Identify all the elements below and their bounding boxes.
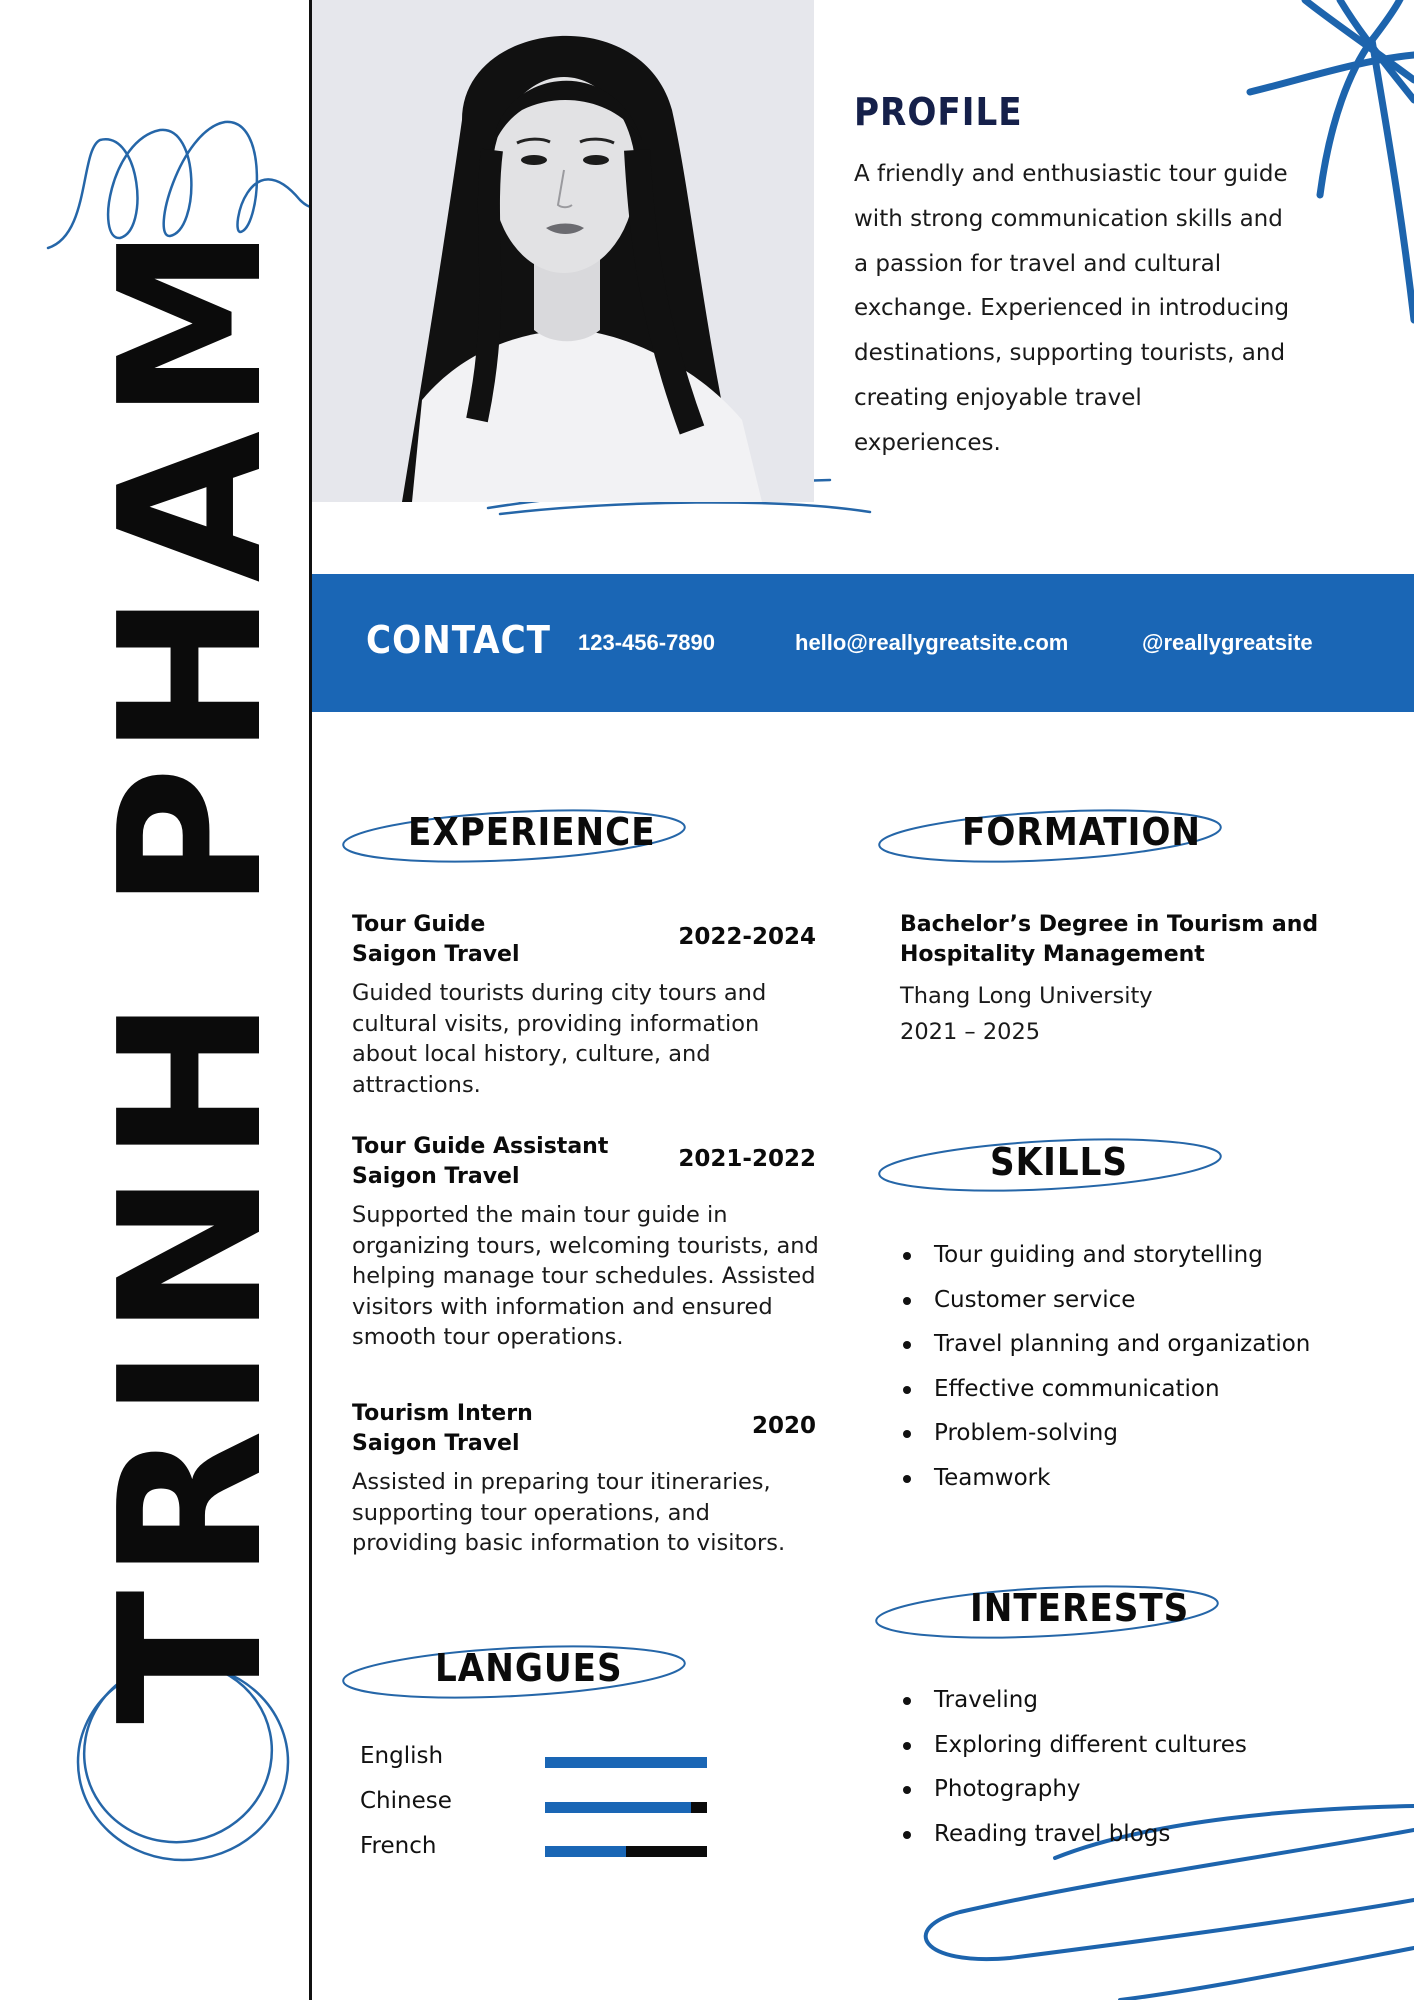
list-item: Customer service [900,1278,1380,1323]
job-role: Tour Guide Assistant [352,1134,609,1159]
language-level-bar [545,1846,707,1857]
job-role: Tour Guide [352,912,486,937]
language-level-bar [545,1757,707,1768]
job-entry [352,1399,822,1559]
profile-summary: A friendly and enthusiastic tour guide with strong communication skills and a passion for travel and cultural exchange. Experienced in introducing destinations, supporting tourists, and creating enjoyable travel experiences. [854,161,1290,456]
job-company: Saigon Travel [352,1431,520,1456]
list-item: Effective communication [900,1367,1380,1412]
language-level-bar [545,1802,707,1813]
skills-heading: SKILLS [990,1140,1129,1184]
list-item: Reading travel blogs [900,1812,1380,1857]
contact-phone[interactable]: 123-456-7890 [578,630,716,655]
contact-social[interactable]: @reallygreatsite [1142,630,1313,655]
school-name: Thang Long University [900,983,1153,1009]
formation-entry [900,910,1360,1050]
contact-email[interactable]: hello@reallygreatsite.com [795,630,1069,655]
interests-list [900,1678,1380,1856]
job-years: 2022-2024 [678,924,816,950]
job-description: Assisted in preparing tour itineraries, supporting tour operations, and providing basic information to visitors. [352,1469,786,1556]
name-vertical-block [78,180,306,1760]
job-description: Guided tourists during city tours and cultural visits, providing information about local history, culture, and attractions. [352,980,767,1098]
list-item: Travel planning and organization [900,1322,1380,1367]
list-item: Problem-solving [900,1411,1380,1456]
languages-heading: LANGUES [435,1646,623,1690]
language-level-fill [545,1846,626,1857]
job-company: Saigon Travel [352,942,520,967]
list-item: Exploring different cultures [900,1723,1380,1768]
degree-line: Bachelor’s Degree in Tourism and [900,912,1319,937]
job-entry [352,1132,822,1353]
language-name: French [360,1833,437,1859]
contact-heading: CONTACT [366,618,551,662]
job-entry [352,910,822,1100]
candidate-name: TRINH PHAM [78,215,306,1725]
profile-photo [312,0,814,502]
job-company: Saigon Travel [352,1164,520,1189]
list-item: Tour guiding and storytelling [900,1233,1380,1278]
language-name: English [360,1743,444,1769]
profile-heading: PROFILE [854,90,1023,134]
study-years: 2021 – 2025 [900,1019,1041,1045]
language-level-fill [545,1802,691,1813]
job-years: 2021-2022 [678,1146,816,1172]
list-item: Teamwork [900,1456,1380,1501]
experience-heading: EXPERIENCE [408,810,656,854]
formation-heading: FORMATION [962,810,1201,854]
list-item: Photography [900,1767,1380,1812]
interests-heading: INTERESTS [970,1586,1190,1630]
language-level-fill [545,1757,707,1768]
job-role: Tourism Intern [352,1401,533,1426]
job-years: 2020 [751,1413,816,1439]
degree-line: Hospitality Management [900,942,1205,967]
skills-list [900,1233,1380,1501]
list-item: Traveling [900,1678,1380,1723]
job-description: Supported the main tour guide in organizing tours, welcoming tourists, and helping manage tour schedules. Assisted visitors with information and ensured smooth tour operations. [352,1202,819,1350]
language-name: Chinese [360,1788,452,1814]
